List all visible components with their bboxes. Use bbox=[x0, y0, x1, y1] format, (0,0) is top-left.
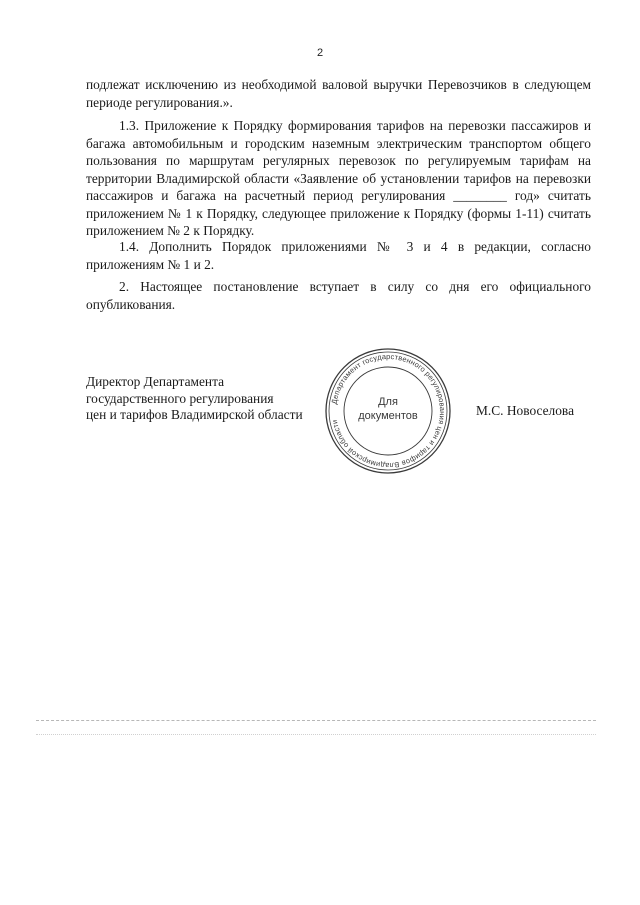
signer-title-line-1: Директор Департамента bbox=[86, 374, 225, 389]
official-stamp bbox=[323, 346, 453, 476]
page-number: 2 bbox=[316, 47, 324, 59]
paragraph-1-4: 1.4. Дополнить Порядок приложениями № 3 и 4 в редакции, согласно приложениям № 1 и 2. bbox=[86, 239, 591, 272]
stamp-ring-text: Департамент государственного регулирования цен и тарифов Владимирской области bbox=[329, 351, 448, 471]
footer-divider bbox=[36, 720, 596, 721]
stamp-center-line-2: документов bbox=[358, 410, 418, 422]
signer-title-line-2: государственного регулирования bbox=[86, 390, 274, 406]
signer-title-line-3: цен и тарифов Владимирской области bbox=[86, 407, 303, 422]
signer-name: М.С. Новоселова bbox=[476, 403, 575, 418]
stamp-center-line-1: Для bbox=[378, 396, 398, 408]
paragraph-continuation: подлежат исключению из необходимой валовой выручки Перевозчиков в следующем периоде регулирования.». bbox=[86, 77, 591, 110]
signer-title bbox=[86, 374, 303, 424]
paragraph-1-3: 1.3. Приложение к Порядку формирования тарифов на перевозки пассажиров и багажа автомобильным и городским наземным электрическим транспортом общего пользования по маршрутам регулярных перевозок по регулируемым тарифам на территории Владимирской области «Заявление об установлении тарифов на перевозки пассажиров и багажа на расчетный период регулирования ________ год» считать приложением № 1 к Порядку, следующее приложение к Порядку (формы 1-11) считать приложением № 2 к Порядку. bbox=[86, 118, 591, 238]
footer-divider-faint bbox=[36, 734, 596, 735]
paragraph-2: 2. Настоящее постановление вступает в силу со дня его официального опубликования. bbox=[86, 279, 591, 312]
